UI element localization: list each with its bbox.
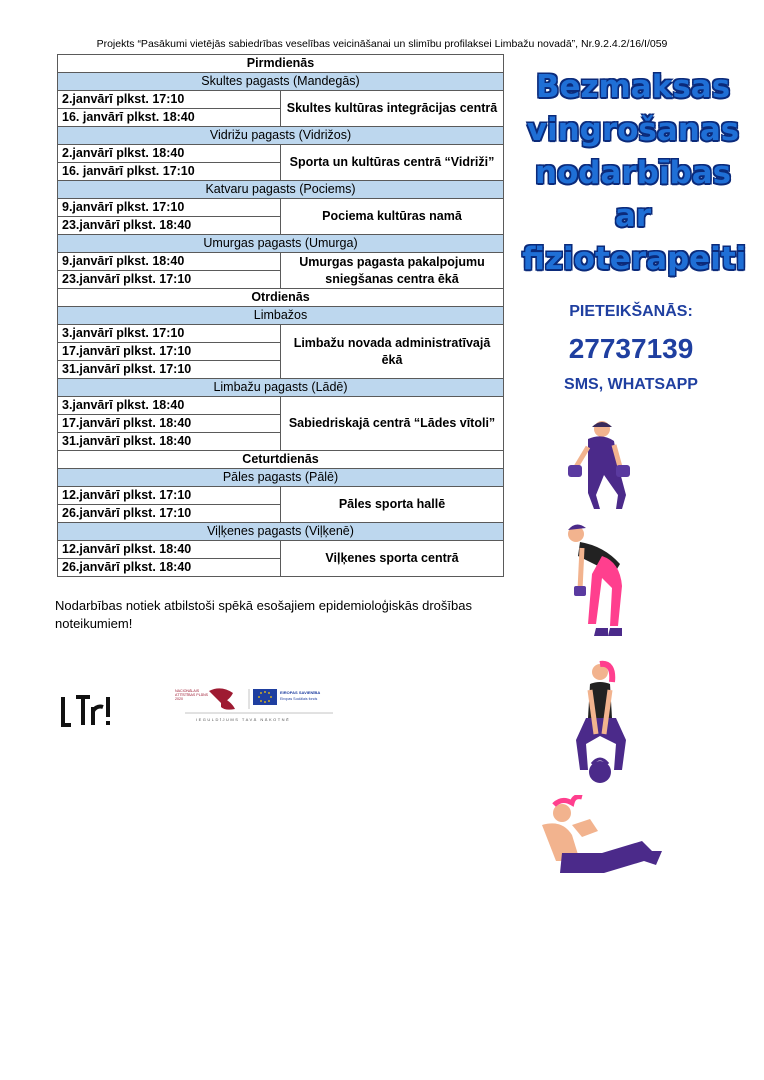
day-row: [58, 289, 504, 307]
title-line: fizioterapeiti: [522, 241, 747, 277]
session-date: 9.janvārī plkst. 17:10: [58, 199, 281, 217]
exercise-figure-kettlebell-icon: [558, 417, 638, 517]
nap-logo-text: NACIONĀLAIS ATTĪSTĪBAS PLĀNS 2020: [175, 689, 209, 701]
parish-heading: Umurgas pagasts (Umurga): [58, 235, 504, 253]
project-header: Projekts “Pasākumi vietējās sabiedrības veselības veicināšanai un slimību profilaksei Limbažu novadā”, Nr.9.2.4.2/16/I/059: [96, 38, 668, 50]
title-line: vingrošanas: [526, 112, 740, 148]
session-venue: Umurgas pagasta pakalpojumu sniegšanas centra ēkā: [281, 253, 504, 289]
session-date: 3.janvārī plkst. 18:40: [58, 397, 281, 415]
parish-row: [58, 469, 504, 487]
parish-row: [58, 73, 504, 91]
session-venue: Pociema kultūras namā: [281, 199, 504, 235]
parish-row: [58, 379, 504, 397]
session-row: [58, 91, 504, 109]
session-venue: Sabiedriskajā centrā “Lādes vītoli”: [281, 397, 504, 451]
session-date: 26.janvārī plkst. 18:40: [58, 559, 281, 577]
day-heading: Ceturtdienās: [58, 451, 504, 469]
session-row: [58, 541, 504, 559]
session-date: 12.janvārī plkst. 17:10: [58, 487, 281, 505]
session-date: 17.janvārī plkst. 17:10: [58, 343, 281, 361]
session-date: 17.janvārī plkst. 18:40: [58, 415, 281, 433]
session-row: [58, 397, 504, 415]
session-venue: Sporta un kultūras centrā “Vidriži”: [281, 145, 504, 181]
eu-logo-text: EIROPAS SAVIENĪBA: [280, 690, 321, 695]
exercise-figure-situp-icon: [532, 795, 662, 880]
parish-heading: Pāles pagasts (Pālē): [58, 469, 504, 487]
parish-row: [58, 235, 504, 253]
safety-note: Nodarbības notiek atbilstoši spēkā esošajiem epidemioloģiskās drošības noteikumiem!: [55, 598, 472, 631]
exercise-figure-squat-icon: [560, 660, 640, 790]
session-date: 23.janvārī plkst. 17:10: [58, 271, 281, 289]
signup-phone[interactable]: 27737139: [568, 333, 694, 364]
session-date: 12.janvārī plkst. 18:40: [58, 541, 281, 559]
parish-row: [58, 181, 504, 199]
signup-channels: SMS, WHATSAPP: [564, 376, 698, 393]
poster-title: [522, 66, 747, 281]
session-venue: Skultes kultūras integrācijas centrā: [281, 91, 504, 127]
schedule-table: [57, 54, 504, 577]
signup-label: PIETEIKŠANĀS:: [569, 303, 693, 320]
parish-heading: Limbažos: [58, 307, 504, 325]
parish-row: [58, 307, 504, 325]
session-date: 31.janvārī plkst. 18:40: [58, 433, 281, 451]
session-date: 3.janvārī plkst. 17:10: [58, 325, 281, 343]
session-date: 2.janvārī plkst. 18:40: [58, 145, 281, 163]
exercise-figure-bentover-row-icon: [558, 520, 638, 650]
session-date: 9.janvārī plkst. 18:40: [58, 253, 281, 271]
parish-heading: Viļķenes pagasts (Viļķenē): [58, 523, 504, 541]
session-date: 26.janvārī plkst. 17:10: [58, 505, 281, 523]
parish-heading: Limbažu pagasts (Lādē): [58, 379, 504, 397]
session-date: 23.janvārī plkst. 18:40: [58, 217, 281, 235]
session-venue: Viļķenes sporta centrā: [281, 541, 504, 577]
session-date: 2.janvārī plkst. 17:10: [58, 91, 281, 109]
parish-row: [58, 523, 504, 541]
parish-row: [58, 127, 504, 145]
session-venue: Pāles sporta hallē: [281, 487, 504, 523]
title-line: Bezmaksas: [535, 69, 731, 105]
session-row: [58, 487, 504, 505]
session-date: 16. janvārī plkst. 17:10: [58, 163, 281, 181]
day-heading: Otrdienās: [58, 289, 504, 307]
logo-tagline: IEGULDĪJUMS TAVĀ NĀKOTNĒ: [196, 717, 291, 722]
parish-heading: Katvaru pagasts (Pociems): [58, 181, 504, 199]
session-date: 31.janvārī plkst. 17:10: [58, 361, 281, 379]
title-line: ar: [614, 198, 652, 234]
title-line: nodarbības: [534, 155, 732, 191]
esf-logo-text: Eiropas Sociālais fonds: [280, 697, 318, 701]
parish-heading: Vidrižu pagasts (Vidrižos): [58, 127, 504, 145]
session-row: [58, 145, 504, 163]
day-row: [58, 55, 504, 73]
session-row: [58, 253, 504, 271]
lir-logo: [60, 693, 112, 734]
day-row: [58, 451, 504, 469]
session-venue: Limbažu novada administratīvajā ēkā: [281, 325, 504, 379]
session-row: [58, 325, 504, 343]
session-row: [58, 199, 504, 217]
parish-heading: Skultes pagasts (Mandegās): [58, 73, 504, 91]
session-date: 16. janvārī plkst. 18:40: [58, 109, 281, 127]
day-heading: Pirmdienās: [58, 55, 504, 73]
